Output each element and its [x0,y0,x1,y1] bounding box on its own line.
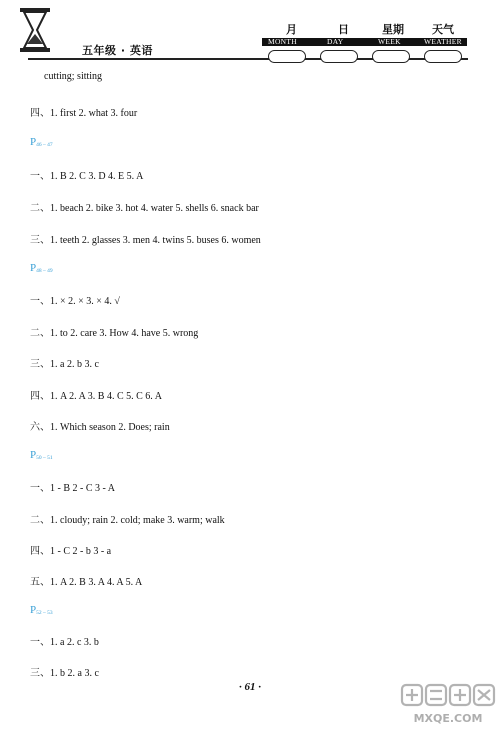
date-month-en: MONTH [268,37,297,46]
answer-line: 四、1. A 2. A 3. B 4. C 5. C 6. A [30,391,162,402]
answer-line: 二、1. beach 2. bike 3. hot 4. water 5. shells 6. snack bar [30,203,259,214]
watermark-logo [398,682,498,728]
answer-line: 二、1. to 2. care 3. How 4. have 5. wrong [30,328,199,339]
watermark-text: MXQE.COM [413,712,483,725]
date-week-box [372,50,410,63]
answer-line: 一、1. × 2. × 3. × 4. √ [30,296,120,307]
date-weather-en: WEATHER [424,37,462,46]
answer-line: 五、1. A 2. B 3. A 4. A 5. A [30,577,143,588]
date-month-box [268,50,306,63]
answer-line: 一、1. a 2. c 3. b [30,637,99,648]
section-page-ref: $P_{50 - 51}$ [30,449,53,461]
answer-line: 一、1 - B 2 - C 3 - A [30,483,115,494]
section-page-ref: $P_{52 - 53}$ [30,604,53,616]
page-number: · 61 · [239,681,261,693]
section-page-ref: $P_{48 - 49}$ [30,262,53,274]
date-weather-box [424,50,462,63]
answer-line: 二、1. cloudy; rain 2. cold; make 3. warm; walk [30,515,225,526]
hourglass-icon [14,6,56,54]
date-week-label: 星期 [382,23,404,36]
answer-line: 四、1. first 2. what 3. four [30,108,138,119]
answer-line: 三、1. b 2. a 3. c [30,668,99,679]
section-page-ref: $P_{46 - 47}$ [30,136,53,148]
answer-line: cutting; sitting [44,71,103,82]
date-weather-label: 天气 [432,23,454,36]
answer-line: 六、1. Which season 2. Does; rain [30,422,170,433]
date-day-label: 日 [338,23,349,36]
date-day-en: DAY [327,37,344,46]
date-week-en: WEEK [378,37,401,46]
date-day-box [320,50,358,63]
answer-line: 三、1. a 2. b 3. c [30,359,99,370]
answer-line: 四、1 - C 2 - b 3 - a [30,546,112,557]
answer-line: 一、1. B 2. C 3. D 4. E 5. A [30,171,144,182]
answer-line: 三、1. teeth 2. glasses 3. men 4. twins 5. buses 6. women [30,235,261,246]
grade-subject-label: 五年级 · 英语 [82,44,153,57]
date-month-label: 月 [286,23,297,36]
